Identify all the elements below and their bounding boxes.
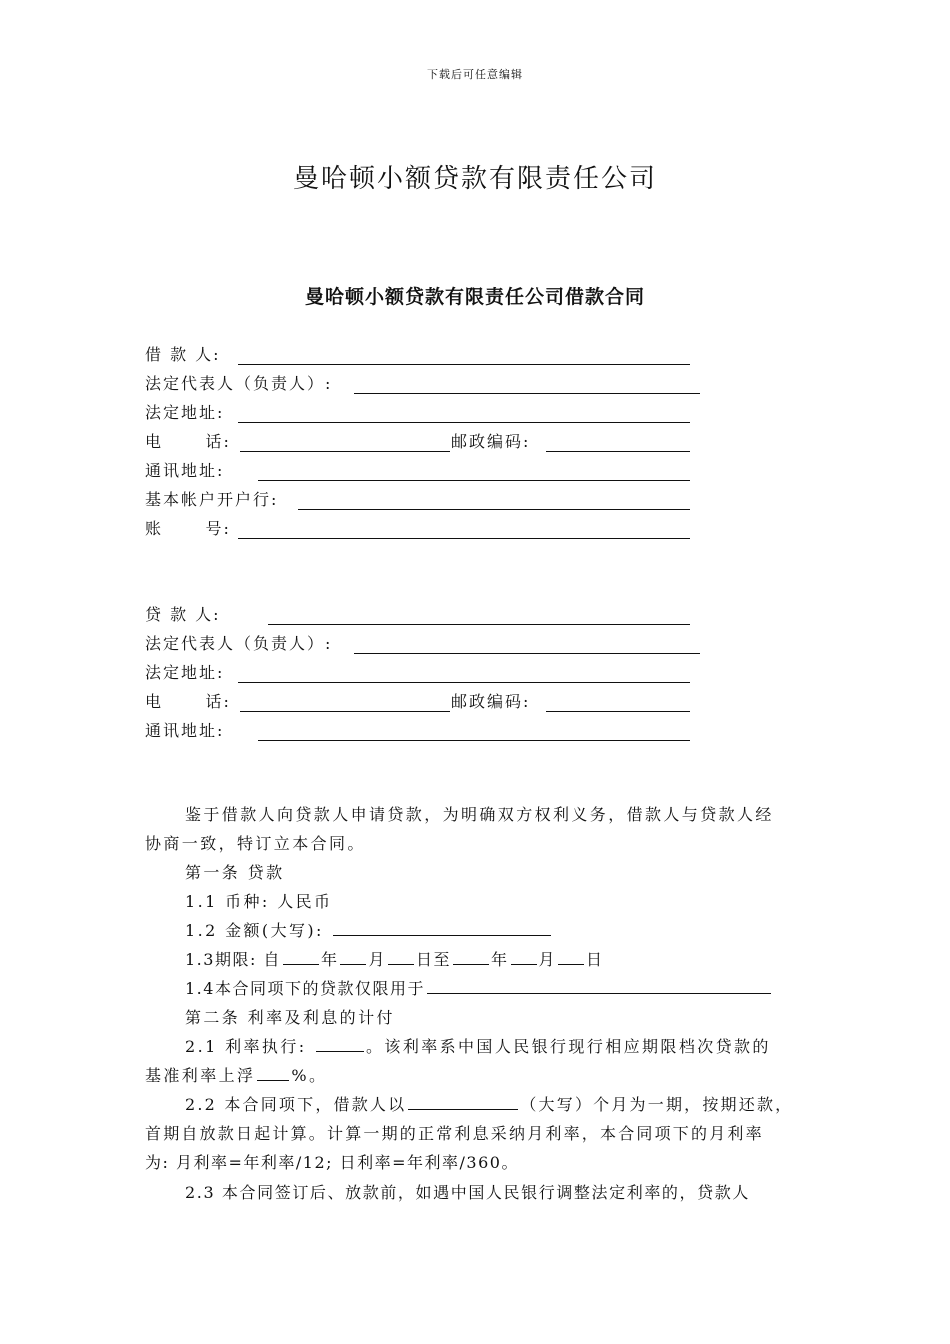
lender-name-field xyxy=(0,602,950,630)
borrower-phone-line[interactable] xyxy=(240,451,450,452)
borrower-legal-rep-field xyxy=(0,371,950,399)
lender-legal-rep-label: 法定代表人（负责人）: xyxy=(145,634,333,653)
repayment-period-blank[interactable] xyxy=(408,1092,518,1110)
borrower-bank-field xyxy=(0,487,950,515)
borrower-name-field xyxy=(0,342,950,370)
lender-mail-address-field xyxy=(0,718,950,746)
borrower-phone-label: 电 话: xyxy=(145,432,231,451)
clause-1-3-year-2: 年 xyxy=(490,950,509,969)
borrower-account-field xyxy=(0,516,950,544)
clause-1-1: 1.1 币种: 人民币 xyxy=(185,892,333,911)
article-2-title: 第二条 利率及利息的计付 xyxy=(185,1008,395,1027)
clause-2-3: 2.3 本合同签订后、放款前，如遇中国人民银行调整法定利率的，贷款人 xyxy=(185,1183,750,1202)
clause-2-1-line-2-prefix: 基准利率上浮 xyxy=(145,1066,256,1085)
header-note: 下载后可任意编辑 xyxy=(427,68,523,81)
borrower-mail-address-line[interactable] xyxy=(258,480,690,481)
clause-2-2-line-2: 首期自放款日起计算。计算一期的正常利息采纳月利率，本合同项下的月利率 xyxy=(145,1124,764,1143)
lender-legal-address-field xyxy=(0,660,950,688)
borrower-phone-field xyxy=(0,429,950,457)
borrower-mail-address-field xyxy=(0,458,950,486)
clause-1-3-day-to: 日至 xyxy=(415,950,451,969)
interest-rate-blank[interactable] xyxy=(316,1034,364,1052)
borrower-bank-line[interactable] xyxy=(298,509,690,510)
clause-1-4 xyxy=(185,976,773,999)
borrower-postcode-label: 邮政编码: xyxy=(451,432,531,451)
intro-line-2: 协商一致，特订立本合同。 xyxy=(145,834,366,853)
clause-2-2-line-3: 为: 月利率=年利率/12; 日利率=年利率/360。 xyxy=(145,1153,519,1172)
borrower-mail-address-label: 通讯地址: xyxy=(145,461,225,480)
end-year-blank[interactable] xyxy=(453,947,489,965)
clause-1-3-prefix: 1.3期限: 自 xyxy=(185,950,281,969)
end-day-blank[interactable] xyxy=(558,947,584,965)
clause-1-3-month-1: 月 xyxy=(368,950,386,969)
clause-2-2-prefix: 2.2 本合同项下，借款人以 xyxy=(185,1095,407,1114)
borrower-bank-label: 基本帐户开户行: xyxy=(145,490,279,509)
borrower-legal-address-label: 法定地址: xyxy=(145,403,225,422)
company-title: 曼哈顿小额贷款有限责任公司 xyxy=(292,164,657,194)
borrower-postcode-line[interactable] xyxy=(546,451,690,452)
borrower-account-label: 账 号: xyxy=(145,519,231,538)
amount-blank[interactable] xyxy=(333,918,551,936)
clause-2-1-line-2-suffix: %。 xyxy=(291,1066,328,1085)
clause-1-3-day: 日 xyxy=(586,950,604,969)
start-year-blank[interactable] xyxy=(283,947,319,965)
lender-legal-rep-field xyxy=(0,631,950,659)
lender-phone-field xyxy=(0,689,950,717)
lender-phone-line[interactable] xyxy=(240,711,450,712)
lender-name-line[interactable] xyxy=(268,624,690,625)
lender-mail-address-line[interactable] xyxy=(258,740,690,741)
end-month-blank[interactable] xyxy=(511,947,537,965)
clause-2-1 xyxy=(185,1034,771,1057)
borrower-legal-address-field xyxy=(0,400,950,428)
rate-float-blank[interactable] xyxy=(257,1063,289,1081)
loan-purpose-blank[interactable] xyxy=(427,976,771,994)
clause-1-3-year-1: 年 xyxy=(320,950,339,969)
borrower-legal-rep-label: 法定代表人（负责人）: xyxy=(145,374,333,393)
borrower-legal-address-line[interactable] xyxy=(238,422,690,423)
article-1-title: 第一条 贷款 xyxy=(185,863,285,882)
lender-legal-address-line[interactable] xyxy=(238,682,690,683)
borrower-name-line[interactable] xyxy=(238,364,690,365)
clause-1-2-label: 1.2 金额(大写): xyxy=(185,921,324,940)
borrower-legal-rep-line[interactable] xyxy=(354,393,700,394)
start-day-blank[interactable] xyxy=(388,947,414,965)
clause-2-1-suffix: 。该利率系中国人民银行现行相应期限档次贷款的 xyxy=(366,1037,771,1056)
lender-legal-rep-line[interactable] xyxy=(354,653,700,654)
clause-2-2-suffix: （大写）个月为一期，按期还款， xyxy=(520,1095,794,1114)
lender-name-label: 贷 款 人: xyxy=(145,605,221,624)
lender-legal-address-label: 法定地址: xyxy=(145,663,225,682)
contract-title: 曼哈顿小额贷款有限责任公司借款合同 xyxy=(304,286,645,308)
clause-2-1-line-2 xyxy=(145,1063,327,1086)
lender-postcode-line[interactable] xyxy=(546,711,690,712)
start-month-blank[interactable] xyxy=(340,947,366,965)
clause-2-1-prefix: 2.1 利率执行: xyxy=(185,1037,307,1056)
clause-1-3-month-2: 月 xyxy=(538,950,557,969)
borrower-name-label: 借 款 人: xyxy=(145,345,221,364)
intro-line-1: 鉴于借款人向贷款人申请贷款，为明确双方权利义务，借款人与贷款人经 xyxy=(185,805,774,824)
lender-phone-label: 电 话: xyxy=(145,692,231,711)
clause-1-4-label: 1.4本合同项下的贷款仅限用于 xyxy=(185,979,425,998)
clause-2-2 xyxy=(185,1092,793,1115)
lender-mail-address-label: 通讯地址: xyxy=(145,721,225,740)
clause-1-2 xyxy=(185,918,553,941)
lender-postcode-label: 邮政编码: xyxy=(451,692,531,711)
borrower-account-line[interactable] xyxy=(238,538,690,539)
clause-1-3 xyxy=(185,947,604,970)
